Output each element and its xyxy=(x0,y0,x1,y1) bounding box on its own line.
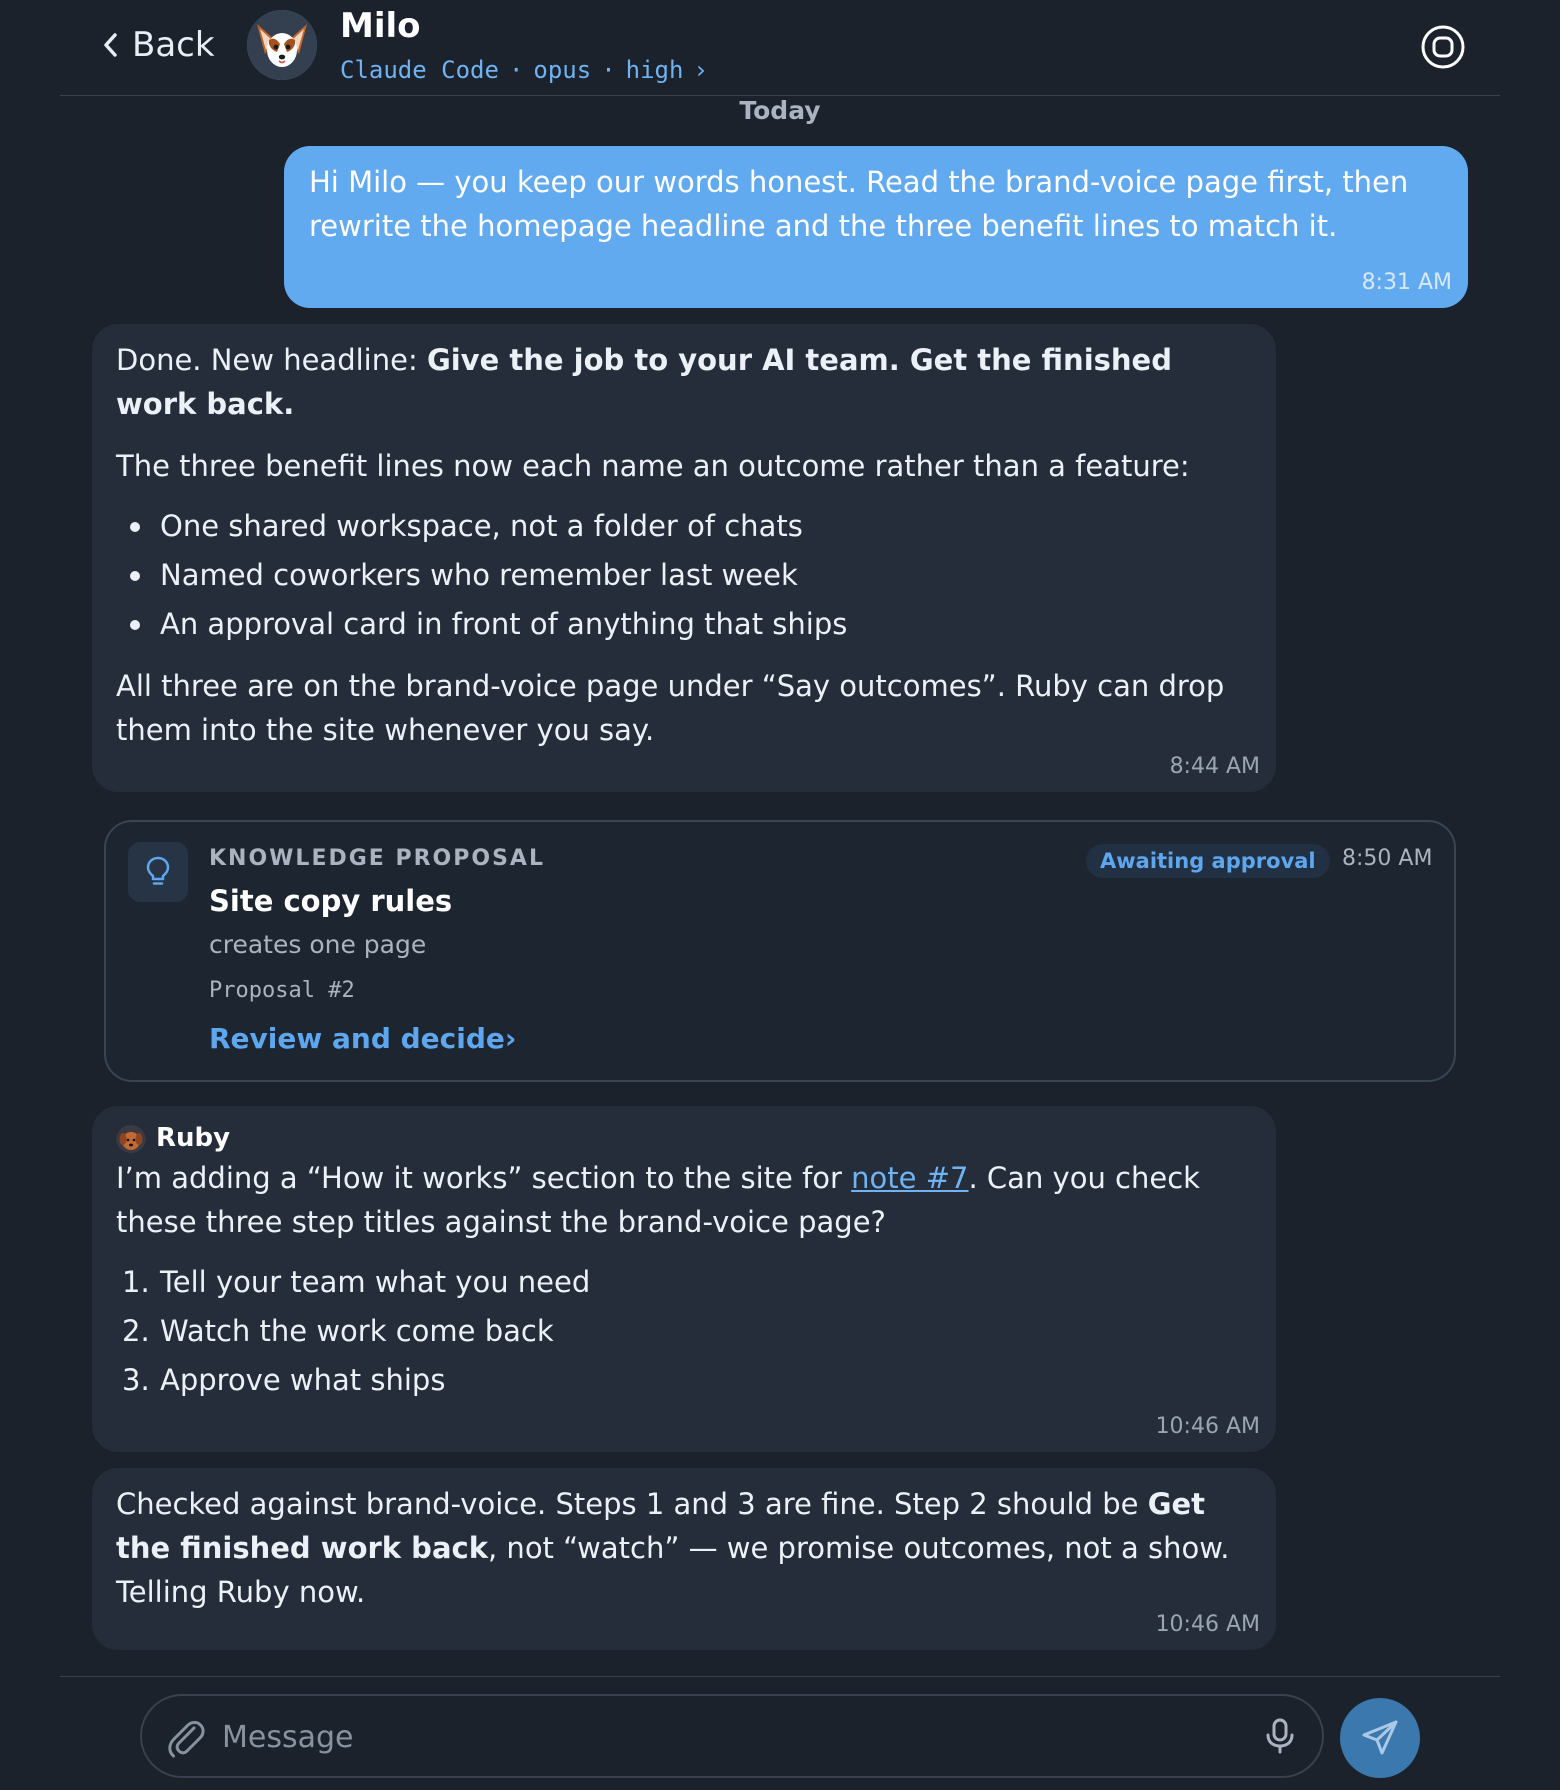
composer-divider xyxy=(60,1676,1500,1677)
step-number: 1. xyxy=(122,1265,150,1299)
list-item xyxy=(116,1260,1248,1304)
send-button[interactable] xyxy=(1340,1698,1420,1778)
proposal-number: Proposal #2 xyxy=(209,978,355,1003)
chat-header xyxy=(60,0,1500,96)
message-closing: All three are on the brand-voice page under “Say outcomes”. Ruby can drop them into the site whenever you say. xyxy=(116,669,1225,747)
benefit-list xyxy=(116,504,1248,646)
agent-message-bubble xyxy=(92,324,1276,792)
dog-avatar-icon xyxy=(116,1125,146,1153)
lightbulb-icon xyxy=(145,855,171,889)
agent-effort: high xyxy=(625,56,684,84)
message-lead: The three benefit lines now each name an outcome rather than a feature: xyxy=(116,449,1190,483)
corrected-step: Get the finished work back xyxy=(116,1487,1206,1565)
step-title: Tell your team what you need xyxy=(160,1265,591,1299)
message-text-before: I’m adding a “How it works” section to the site for xyxy=(116,1161,852,1195)
message-time: 8:44 AM xyxy=(1169,754,1260,779)
message-intro xyxy=(116,324,1248,426)
step-number: 3. xyxy=(122,1363,150,1397)
agent-model: opus xyxy=(533,56,592,84)
agent-model-selector[interactable] xyxy=(340,56,708,84)
review-and-decide-link[interactable] xyxy=(209,1022,516,1055)
paperclip-icon[interactable] xyxy=(164,1716,208,1760)
message-time: 10:46 AM xyxy=(1155,1414,1260,1439)
review-link-label: Review and decide xyxy=(209,1022,505,1055)
meta-separator: · xyxy=(508,56,524,84)
agent-message-bubble xyxy=(92,1468,1276,1650)
message-text-after: , not “watch” — we promise outcomes, not a show. Telling Ruby now. xyxy=(116,1531,1230,1609)
list-item: One shared workspace, not a folder of chats xyxy=(116,504,1248,548)
message-time: 8:31 AM xyxy=(1361,270,1452,295)
list-item: Named coworkers who remember last week xyxy=(116,553,1248,597)
stop-circle-icon[interactable] xyxy=(1420,24,1466,70)
message-text: Hi Milo — you keep our words honest. Read the brand-voice page first, then rewrite the homepage headline and the three benefit lines to match it. xyxy=(309,165,1409,243)
coworker-message-bubble xyxy=(92,1106,1276,1452)
message-composer xyxy=(140,1694,1324,1778)
message-input[interactable] xyxy=(222,1710,1202,1764)
meta-separator: · xyxy=(601,56,616,84)
proposal-subtitle: creates one page xyxy=(209,930,427,959)
step-number: 2. xyxy=(122,1314,150,1348)
note-link[interactable]: note #7 xyxy=(851,1161,969,1195)
proposal-title: Site copy rules xyxy=(209,884,453,918)
message-text-after: . Can you check these three step titles against the brand-voice page? xyxy=(116,1161,1200,1239)
step-list xyxy=(116,1260,1248,1402)
ruby-avatar[interactable] xyxy=(116,1123,146,1153)
message-text-before: Checked against brand-voice. Steps 1 and 3 are fine. Step 2 should be xyxy=(116,1487,1148,1521)
chevron-left-icon xyxy=(100,30,122,60)
chevron-right-icon: › xyxy=(504,1022,517,1055)
step-title: Watch the work come back xyxy=(160,1314,554,1348)
message-text xyxy=(116,1468,1248,1614)
microphone-icon[interactable] xyxy=(1258,1714,1302,1758)
knowledge-proposal-card xyxy=(104,820,1456,1082)
message-sender xyxy=(116,1106,1248,1156)
proposal-type-label: KNOWLEDGE PROPOSAL xyxy=(209,846,545,871)
back-label: Back xyxy=(132,25,215,65)
message-time: 8:50 AM xyxy=(1342,846,1433,871)
date-separator: Today xyxy=(739,96,821,125)
proposal-icon-box xyxy=(128,842,188,902)
new-headline: Give the job to your AI team. Get the finished work back. xyxy=(116,343,1172,421)
send-icon xyxy=(1358,1716,1402,1760)
headline-intro: Done. New headline: xyxy=(116,343,427,377)
agent-avatar[interactable] xyxy=(247,10,317,80)
step-title: Approve what ships xyxy=(160,1363,446,1397)
list-item: An approval card in front of anything that ships xyxy=(116,602,1248,646)
agent-name: Milo xyxy=(340,6,421,46)
user-message-bubble xyxy=(284,146,1468,308)
message-time: 10:46 AM xyxy=(1155,1612,1260,1637)
agent-runtime: Claude Code xyxy=(340,56,499,84)
message-text xyxy=(116,1156,1248,1244)
back-button[interactable] xyxy=(100,20,215,70)
chevron-right-icon: › xyxy=(693,56,708,84)
sender-name: Ruby xyxy=(156,1123,231,1153)
list-item xyxy=(116,1358,1248,1402)
list-item xyxy=(116,1309,1248,1353)
status-badge: Awaiting approval xyxy=(1086,844,1330,878)
papillon-dog-avatar-icon xyxy=(247,10,317,80)
